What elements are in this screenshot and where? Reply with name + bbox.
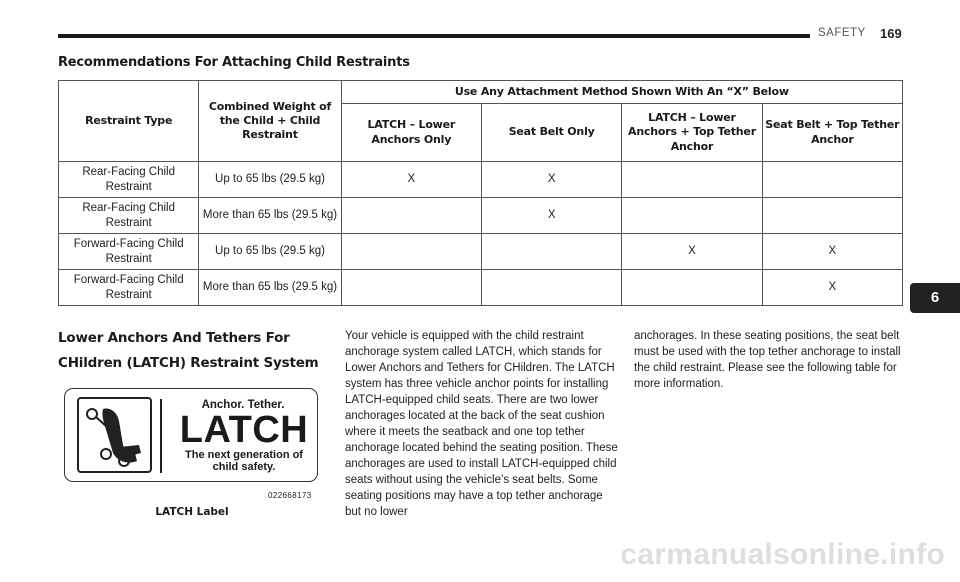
column-header-method: Seat Belt Only bbox=[481, 104, 621, 162]
illustration-part-number: 022668173 bbox=[268, 491, 312, 500]
table-row bbox=[59, 162, 903, 198]
body-paragraph: Your vehicle is equipped with the child restraint anchorage system called LATCH, which stands for Lower Anchors and Tethers for CHildren. The LATCH system has three vehicle anchor points for installing LATCH-equipped child seats. There are two lower anchorages located at the back of the seat cushion where it meets the seatback and one top tether anchorage located behind the seating position. These anchorages are used to install LATCH-equipped child seats without using the vehicle’s seat belts. Some seating positions may have a top tether anchorage but no lower bbox=[345, 330, 618, 518]
restraint-type-cell: Rear-Facing Child Restraint bbox=[59, 198, 199, 234]
weight-cell: Up to 65 lbs (29.5 kg) bbox=[199, 162, 341, 198]
restraint-type-cell: Rear-Facing Child Restraint bbox=[59, 162, 199, 198]
watermark: carmanualsonline.info bbox=[620, 538, 945, 571]
column-group-header: Use Any Attachment Method Shown With An “X” Below bbox=[341, 81, 902, 104]
method-mark-cell bbox=[622, 162, 762, 198]
column-header-method: Seat Belt + Top Tether Anchor bbox=[762, 104, 902, 162]
column-header-restraint-type: Restraint Type bbox=[59, 81, 199, 162]
method-mark-cell: X bbox=[481, 198, 621, 234]
header-rule bbox=[58, 34, 810, 38]
method-mark-cell bbox=[341, 270, 481, 306]
latch-label-illustration bbox=[64, 388, 318, 482]
child-restraint-table bbox=[58, 80, 903, 306]
method-mark-cell: X bbox=[762, 234, 902, 270]
method-mark-cell: X bbox=[622, 234, 762, 270]
latch-section-title: Lower Anchors And Tethers For CHildren (LATCH) Restraint System bbox=[58, 330, 319, 371]
restraint-type-cell: Forward-Facing Child Restraint bbox=[59, 234, 199, 270]
figure-caption: LATCH Label bbox=[155, 506, 229, 518]
method-mark-cell bbox=[622, 198, 762, 234]
method-mark-cell bbox=[481, 270, 621, 306]
method-mark-cell bbox=[622, 270, 762, 306]
method-mark-cell: X bbox=[481, 162, 621, 198]
section-title: Recommendations For Attaching Child Restraints bbox=[58, 55, 410, 70]
label-tagline: The next generation of child safety. bbox=[185, 449, 303, 473]
page-number: 169 bbox=[880, 26, 902, 41]
weight-cell: More than 65 lbs (29.5 kg) bbox=[199, 270, 341, 306]
column-header-method: LATCH – Lower Anchors + Top Tether Anchor bbox=[622, 104, 762, 162]
method-mark-cell bbox=[341, 234, 481, 270]
chapter-tab[interactable]: 6 bbox=[910, 283, 960, 313]
column-header-method: LATCH – Lower Anchors Only bbox=[341, 104, 481, 162]
method-mark-cell bbox=[762, 198, 902, 234]
label-anchor-tether-text: Anchor. Tether. bbox=[201, 399, 285, 411]
child-seat-icon bbox=[77, 397, 152, 473]
weight-cell: More than 65 lbs (29.5 kg) bbox=[199, 198, 341, 234]
table-row bbox=[59, 198, 903, 234]
method-mark-cell bbox=[481, 234, 621, 270]
restraint-type-cell: Forward-Facing Child Restraint bbox=[59, 270, 199, 306]
table-row bbox=[59, 270, 903, 306]
table-row bbox=[59, 234, 903, 270]
column-header-combined-weight: Combined Weight of the Child + Child Restraint bbox=[199, 81, 341, 162]
label-latch-wordmark: LATCH bbox=[179, 409, 309, 451]
method-mark-cell bbox=[341, 198, 481, 234]
header-section-name: SAFETY bbox=[818, 27, 866, 39]
method-mark-cell: X bbox=[341, 162, 481, 198]
weight-cell: Up to 65 lbs (29.5 kg) bbox=[199, 234, 341, 270]
method-mark-cell bbox=[762, 162, 902, 198]
body-paragraph-continued: anchorages. In these seating positions, the seat belt must be used with the top tether anchorage to install the child restraint. Please see the following table for more information. bbox=[634, 330, 901, 390]
method-mark-cell: X bbox=[762, 270, 902, 306]
label-divider bbox=[160, 399, 162, 473]
